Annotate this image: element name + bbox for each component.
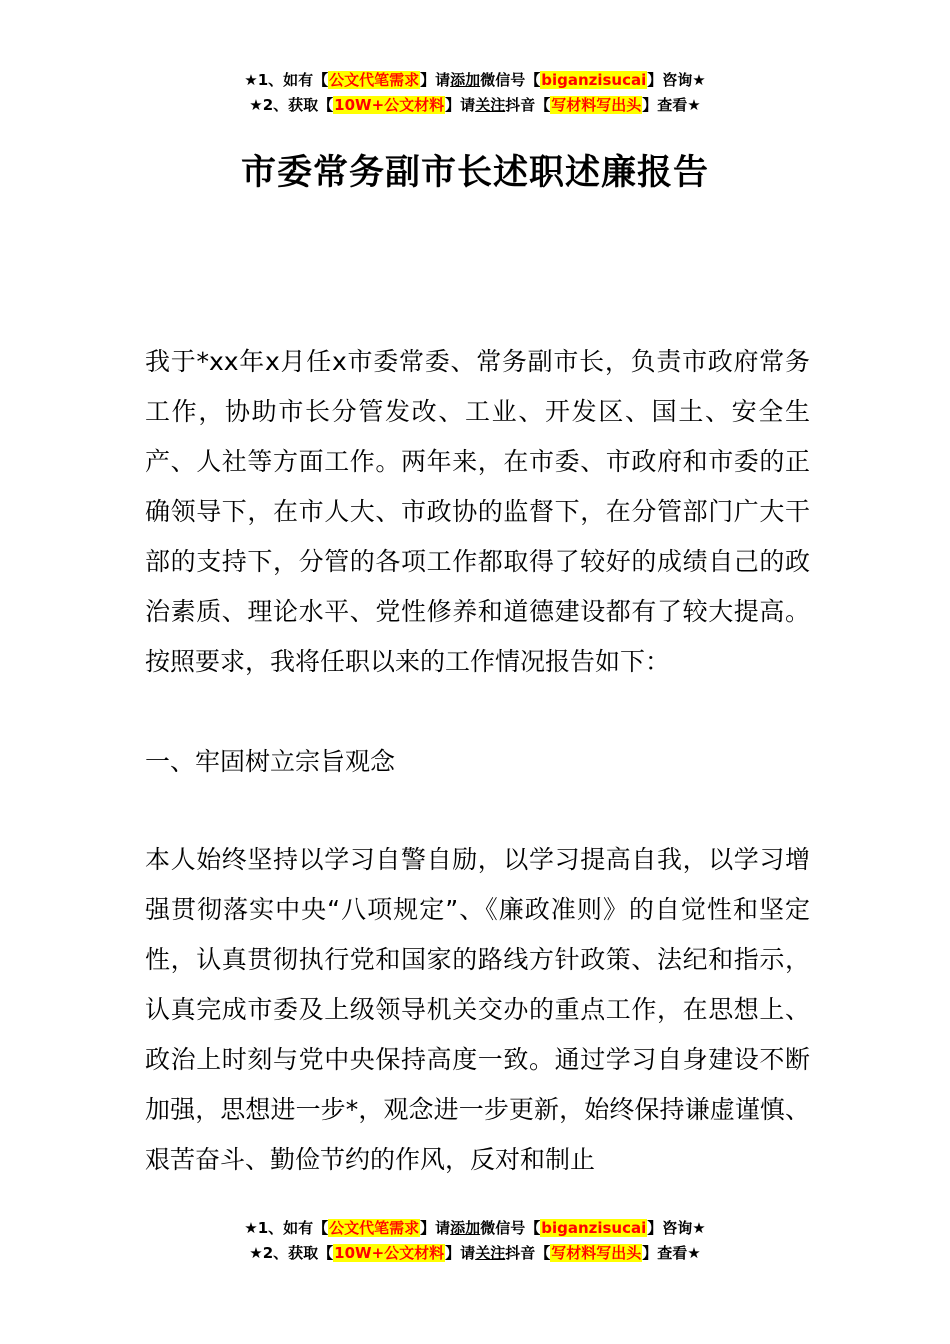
paragraph-section-1: 本人始终坚持以学习自警自励，以学习提高自我，以学习增强贯彻落实中央“八项规定”、《廉政准则》的自觉性和坚定性，认真贯彻执行党和国家的路线方针政策、法纪和指示，认真完成市委及上级领导机关交办的重点工作，在思想上、政治上时刻与党中央保持高度一致。通过学习自身建设不断加强，思想进一步*，观念进一步更新，始终保持谦虚谨慎、艰苦奋斗、勤俭节约的作风，反对和制止 [145,845,810,1174]
underlined-text: 添加 [450,1219,481,1237]
underlined-text: 添加 [450,71,481,89]
banner-line-1 [0,1216,950,1241]
highlight-materials: 10W+公文材料 [334,96,445,114]
star-icon: ★ [244,1219,258,1237]
star-icon: ★ [249,1244,263,1262]
footer-banner [0,1216,950,1266]
document-title: 市委常务副市长述职述廉报告 [240,153,709,193]
star-icon: ★ [687,1244,701,1262]
header-banner [0,68,950,118]
highlight-douyin-account: 写材料写出头 [551,96,642,114]
banner-text: 微信号【 [480,1219,541,1237]
underlined-text: 关注 [475,96,506,114]
banner-text: 】请 [420,71,451,89]
underlined-text: 关注 [475,1244,506,1262]
banner-line-1 [0,68,950,93]
highlight-wechat-id: biganzisucai [541,1219,647,1237]
banner-text: 抖音【 [505,1244,551,1262]
banner-text: 】查看 [642,96,688,114]
banner-text: 1、如有【 [257,1219,329,1237]
banner-line-2 [0,93,950,118]
banner-text: 】咨询 [647,1219,693,1237]
banner-text: 】请 [445,1244,476,1262]
highlight-douyin-account: 写材料写出头 [551,1244,642,1262]
banner-text: 微信号【 [480,71,541,89]
banner-text: 】请 [420,1219,451,1237]
banner-line-2 [0,1241,950,1266]
highlight-materials: 10W+公文材料 [334,1244,445,1262]
banner-text: 1、如有【 [257,71,329,89]
section-heading-1: 一、牢固树立宗旨观念 [145,747,396,776]
star-icon: ★ [244,71,258,89]
star-icon: ★ [692,71,706,89]
highlight-wechat-id: biganzisucai [541,71,647,89]
banner-text: 抖音【 [505,96,551,114]
banner-text: 】查看 [642,1244,688,1262]
star-icon: ★ [687,96,701,114]
banner-text: 2、获取【 [262,96,334,114]
banner-text: 2、获取【 [262,1244,334,1262]
star-icon: ★ [692,1219,706,1237]
highlight-ghostwriting: 公文代笔需求 [329,1219,420,1237]
banner-text: 】请 [445,96,476,114]
star-icon: ★ [249,96,263,114]
paragraph-intro: 我于*xx年x月任x市委常委、常务副市长，负责市政府常务工作，协助市长分管发改、工业、开发区、国土、安全生产、人社等方面工作。两年来，在市委、市政府和市委的正确领导下，在市人大、市政协的监督下，在分管部门广大干部的支持下，分管的各项工作都取得了较好的成绩自己的政治素质、理论水平、党性修养和道德建设都有了较大提高。按照要求，我将任职以来的工作情况报告如下： [145,347,810,676]
highlight-ghostwriting: 公文代笔需求 [329,71,420,89]
banner-text: 】咨询 [647,71,693,89]
